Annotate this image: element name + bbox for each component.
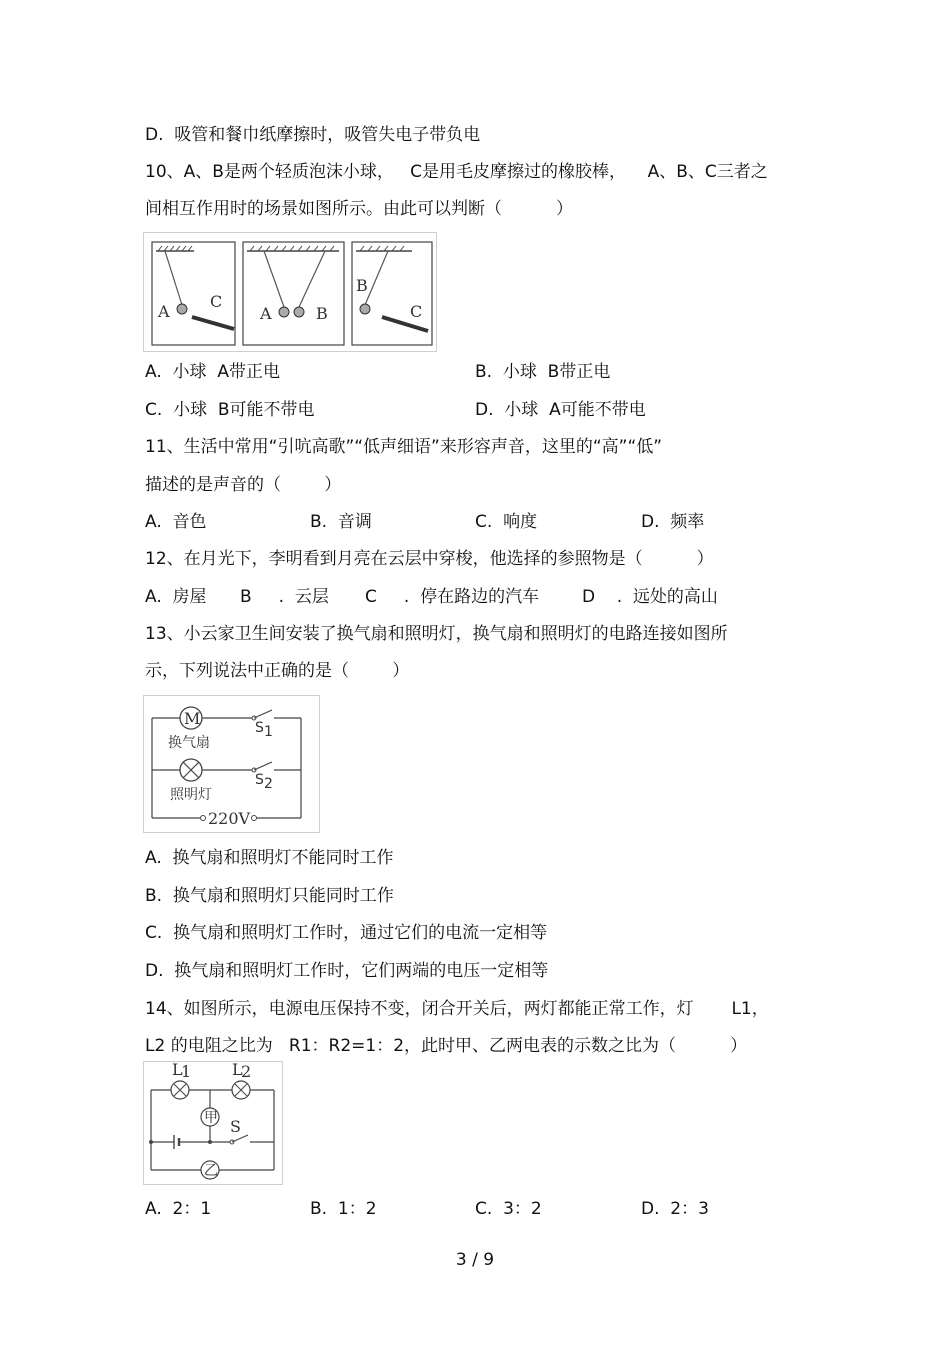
svg-text:220V: 220V [208, 809, 251, 828]
svg-text:S: S [255, 720, 264, 736]
svg-text:C: C [410, 302, 423, 321]
svg-text:1: 1 [181, 1062, 192, 1081]
ball-a [177, 304, 187, 314]
switch-s2 [254, 762, 272, 770]
q11-option-c: C. 响度 [475, 512, 538, 532]
q13-option-b: B. 换气扇和照明灯只能同时工作 [145, 886, 394, 906]
svg-text:换气扇: 换气扇 [168, 735, 210, 751]
q11-option-a: A. 音色 [145, 512, 207, 532]
svg-text:C: C [210, 292, 223, 311]
q11-option-d: D. 频率 [641, 512, 705, 532]
panel-2-frame [243, 242, 344, 345]
panel-1-frame [152, 242, 235, 345]
svg-text:S: S [255, 772, 264, 788]
svg-text:甲: 甲 [204, 1110, 218, 1126]
q13-option-c: C. 换气扇和照明灯工作时，通过它们的电流一定相等 [145, 923, 548, 943]
svg-text:照明灯: 照明灯 [170, 787, 212, 803]
switch-s1 [254, 710, 272, 718]
ball-a [279, 307, 289, 317]
q13-stem-line1: 13、小云家卫生间安装了换气扇和照明灯，换气扇和照明灯的电路连接如图所 [145, 624, 728, 644]
q14-stem-line1: 14、如图所示，电源电压保持不变，闭合开关后，两灯都能正常工作，灯 L1， [145, 999, 769, 1019]
q12-option-b: B . 云层 [240, 587, 329, 607]
svg-text:S: S [230, 1117, 241, 1136]
q12-option-a: A. 房屋 [145, 587, 207, 607]
q11-stem-line2: 描述的是声音的（ ） [145, 475, 342, 495]
q11-stem-line1: 11、生活中常用“引吭高歌”“低声细语”来形容声音，这里的“高”“低” [145, 437, 663, 457]
ball-b [360, 304, 370, 314]
ball-b [294, 307, 304, 317]
q11-option-b: B. 音调 [310, 512, 372, 532]
svg-text:2: 2 [241, 1062, 252, 1081]
q9-option-d: D. 吸管和餐巾纸摩擦时，吸管失电子带负电 [145, 125, 481, 145]
q10-stem-line2: 间相互作用时的场景如图所示。由此可以判断（ ） [145, 199, 574, 219]
svg-text:乙: 乙 [204, 1163, 218, 1179]
svg-text:L: L [232, 1062, 243, 1079]
svg-text:L: L [172, 1062, 183, 1079]
svg-text:1: 1 [264, 724, 273, 740]
q12-option-d: D . 远处的高山 [582, 587, 718, 607]
svg-text:M: M [184, 709, 201, 728]
q14-option-a: A. 2：1 [145, 1199, 212, 1219]
q14-option-b: B. 1：2 [310, 1199, 377, 1219]
q14-option-d: D. 2：3 [641, 1199, 709, 1219]
q10-figure [143, 232, 437, 352]
q14-circuit-figure [143, 1061, 283, 1185]
q13-circuit-figure [143, 695, 320, 833]
q14-option-c: C. 3：2 [475, 1199, 542, 1219]
svg-text:B: B [316, 304, 328, 323]
q13-option-a: A. 换气扇和照明灯不能同时工作 [145, 848, 394, 868]
q13-option-d: D. 换气扇和照明灯工作时，它们两端的电压一定相等 [145, 961, 549, 981]
rod-c [192, 317, 234, 329]
svg-text:A: A [260, 304, 272, 323]
q10-option-c: C. 小球 B可能不带电 [145, 400, 315, 420]
q12-option-c: C . 停在路边的汽车 [365, 587, 540, 607]
svg-text:2: 2 [264, 776, 273, 792]
q10-option-b: B. 小球 B带正电 [475, 362, 611, 382]
svg-text:B: B [356, 276, 368, 295]
q14-stem-line2: L2 的电阻之比为 R1：R2=1：2，此时甲、乙两电表的示数之比为（ ） [145, 1036, 748, 1056]
q13-stem-line2: 示，下列说法中正确的是（ ） [145, 661, 410, 681]
switch-s [232, 1135, 248, 1142]
q10-option-d: D. 小球 A可能不带电 [475, 400, 646, 420]
svg-text:A: A [158, 302, 170, 321]
q10-option-a: A. 小球 A带正电 [145, 362, 280, 382]
q12-stem: 12、在月光下，李明看到月亮在云层中穿梭，他选择的参照物是（ ） [145, 549, 714, 569]
q10-stem-line1: 10、A、B是两个轻质泡沫小球， C是用毛皮摩擦过的橡胶棒， A、B、C三者之 [145, 162, 768, 182]
page-number: 3 / 9 [455, 1250, 495, 1270]
